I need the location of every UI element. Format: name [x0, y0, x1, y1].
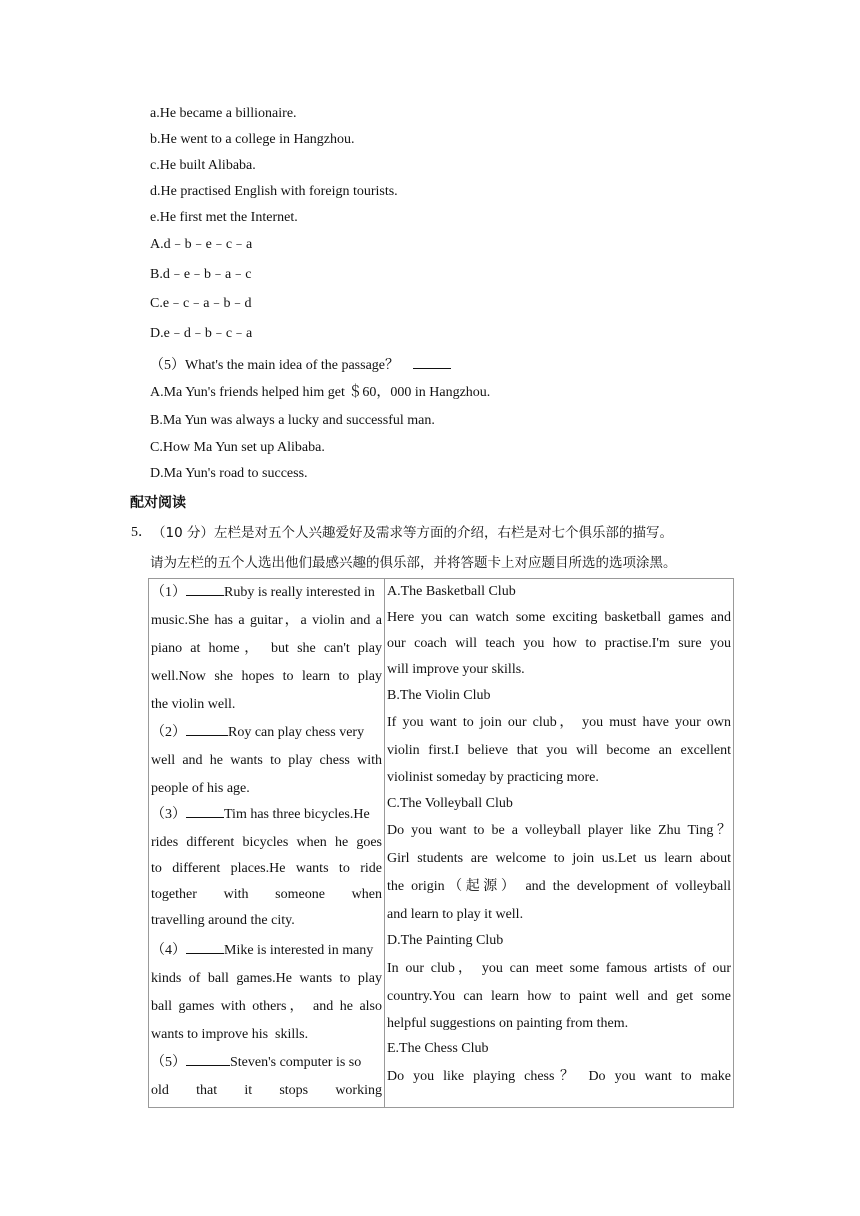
person-3 — [151, 801, 382, 933]
person-5-text-1: Steven's computer is so — [230, 1055, 362, 1070]
instruction-line-2: 请为左栏的五个人选出他们最感兴趣的俱乐部，并将答题卡上对应题目所选的选项涂黑。 — [150, 555, 677, 571]
club-b-line-1: If you want to join our club， you must have your own — [387, 715, 731, 730]
answer-blank — [186, 583, 224, 596]
answer-blank — [186, 723, 228, 736]
person-5-line-1 — [151, 1049, 382, 1077]
person-3-text-3: to different places.He wants to ride — [151, 861, 382, 876]
club-d-line-3: helpful suggestions on painting from them. — [387, 1016, 629, 1031]
person-1-number: （1） — [151, 585, 186, 600]
person-3-line-1 — [151, 801, 382, 829]
club-d-line-2: country.You can learn how to paint well and get some — [387, 989, 731, 1004]
club-c-line-3: the origin（起源） and the development of volleyball — [387, 879, 731, 894]
event-d: d.He practised English with foreign tourists. — [150, 184, 398, 199]
q5-option-a: A.Ma Yun's friends helped him get ＄60，000 in Hangzhou. — [150, 385, 491, 400]
club-e-title: E.The Chess Club — [387, 1041, 489, 1056]
people-column-content — [149, 579, 384, 1107]
person-3-text-4: together with someone when — [151, 887, 382, 902]
person-2 — [151, 719, 382, 801]
club-a-title: A.The Basketball Club — [387, 584, 516, 599]
person-2-text-1: Roy can play chess very — [228, 725, 365, 740]
people-column — [149, 579, 385, 1108]
person-3-number: （3） — [151, 807, 186, 822]
instruction-line-1: （10 分）左栏是对五个人兴趣爱好及需求等方面的介绍，右栏是对七个俱乐部的描写。 — [152, 525, 673, 541]
person-2-text-3: people of his age. — [151, 781, 250, 796]
answer-blank — [186, 805, 224, 818]
person-4-text-1: Mike is interested in many — [224, 943, 374, 958]
person-1-text-5: the violin well. — [151, 697, 236, 712]
club-a-line-2: our coach will teach you how to practise.I'm sure you — [387, 636, 731, 651]
club-b-title: B.The Violin Club — [387, 688, 491, 703]
person-4-text-3: ball games with others， and he also — [151, 999, 382, 1014]
person-1-text-1: Ruby is really interested in — [224, 585, 375, 600]
club-c-line-4: and learn to play it well. — [387, 907, 524, 922]
q4-option-c: C.e﹣c﹣a﹣b﹣d — [150, 296, 252, 311]
club-a-line-3: will improve your skills. — [387, 662, 525, 677]
section-title: 配对阅读 — [130, 495, 186, 511]
q4-option-d: D.e﹣d﹣b﹣c﹣a — [150, 326, 253, 341]
person-3-text-5: travelling around the city. — [151, 913, 295, 928]
club-c-title: C.The Volleyball Club — [387, 796, 513, 811]
q5-stem — [150, 356, 451, 374]
answer-blank — [186, 1053, 230, 1066]
q5-stem-text: （5）What's the main idea of the passage？ — [150, 358, 400, 373]
person-2-text-2: well and he wants to play chess with — [151, 753, 382, 768]
person-5 — [151, 1049, 382, 1105]
person-1-text-3: piano at home， but she can't play — [151, 641, 382, 656]
answer-blank — [186, 941, 224, 954]
person-1 — [151, 579, 382, 717]
q5-option-d: D.Ma Yun's road to success. — [150, 466, 308, 481]
person-4-text-4: wants to improve his skills. — [151, 1027, 309, 1042]
club-e-line-1: Do you like playing chess？ Do you want to make — [387, 1069, 731, 1084]
answer-blank — [413, 356, 451, 369]
person-4 — [151, 937, 382, 1049]
club-b-line-3: violinist someday by practicing more. — [387, 770, 599, 785]
event-c: c.He built Alibaba. — [150, 158, 256, 173]
event-a: a.He became a billionaire. — [150, 106, 297, 121]
person-4-line-1 — [151, 937, 382, 965]
question-number: 5． — [131, 525, 152, 540]
matching-table — [148, 578, 734, 1108]
person-4-text-2: kinds of ball games.He wants to play — [151, 971, 382, 986]
q4-option-a: A.d﹣b﹣e﹣c﹣a — [150, 237, 253, 252]
person-2-number: （2） — [151, 725, 186, 740]
clubs-column — [385, 579, 734, 1108]
q5-option-b: B.Ma Yun was always a lucky and successful man. — [150, 413, 435, 428]
q5-option-c: C.How Ma Yun set up Alibaba. — [150, 440, 325, 455]
person-5-text-2: old that it stops working — [151, 1083, 382, 1098]
event-e: e.He first met the Internet. — [150, 210, 298, 225]
club-a-line-1: Here you can watch some exciting basketball games and — [387, 610, 731, 625]
club-c-line-2: Girl students are welcome to join us.Let us learn about — [387, 851, 731, 866]
club-c-line-1: Do you want to be a volleyball player like Zhu Ting？ — [387, 823, 731, 838]
club-d-title: D.The Painting Club — [387, 933, 504, 948]
person-1-line-1 — [151, 579, 382, 607]
person-3-text-2: rides different bicycles when he goes — [151, 835, 382, 850]
q4-option-b: B.d﹣e﹣b﹣a﹣c — [150, 267, 252, 282]
clubs-column-content — [385, 579, 733, 1107]
club-b-line-2: violin first.I believe that you will become an excellent — [387, 743, 731, 758]
person-5-number: （5） — [151, 1055, 186, 1070]
person-1-text-4: well.Now she hopes to learn to play — [151, 669, 382, 684]
person-4-number: （4） — [151, 943, 186, 958]
person-3-text-1: Tim has three bicycles.He — [224, 807, 370, 822]
person-1-text-2: music.She has a guitar，a violin and a — [151, 613, 382, 628]
club-d-line-1: In our club， you can meet some famous artists of our — [387, 961, 731, 976]
person-2-line-1 — [151, 719, 382, 747]
event-b: b.He went to a college in Hangzhou. — [150, 132, 355, 147]
